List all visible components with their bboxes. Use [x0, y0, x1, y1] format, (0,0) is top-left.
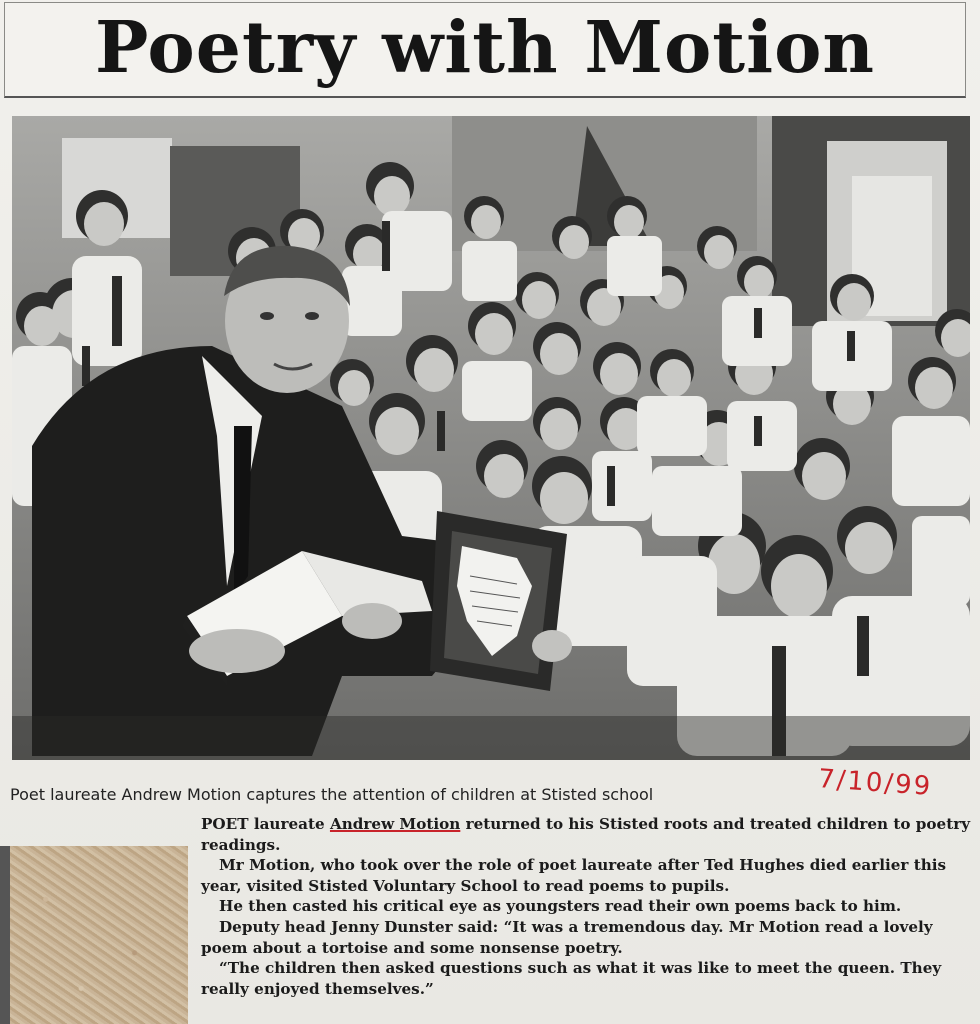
headline-box [4, 2, 966, 98]
news-photo [12, 116, 970, 760]
article-paragraph: “The children then asked questions such as what it was like to meet the queen. They really enjoyed themselves.” [201, 959, 942, 998]
article-paragraph: Mr Motion, who took over the role of poet laureate after Ted Hughes died earlier this year, visited Stisted Voluntary School to read poems to pupils. [201, 856, 947, 895]
background-stone-texture [10, 846, 188, 1024]
article-lead-rest: returned to his Stisted roots and treated children to poetry readings. [201, 815, 971, 854]
underlined-name: Andrew Motion [329, 815, 461, 833]
clipping-edge [0, 846, 10, 1024]
handwritten-date: 7/10/99 [817, 764, 934, 802]
photo-caption: Poet laureate Andrew Motion captures the attention of children at Stisted school [10, 785, 654, 804]
classroom-photo-illustration [12, 116, 970, 760]
article-lead: POET laureate [201, 815, 330, 833]
article-paragraph: Deputy head Jenny Dunster said: “It was a tremendous day. Mr Motion read a lovely poem about a tortoise and some nonsense poetry. [201, 917, 933, 957]
article-body [201, 814, 971, 999]
article-paragraph: He then casted his critical eye as youngsters read their own poems back to him. [219, 897, 902, 916]
headline: Poetry with Motion [94, 5, 876, 89]
article-paragraph [201, 814, 971, 855]
